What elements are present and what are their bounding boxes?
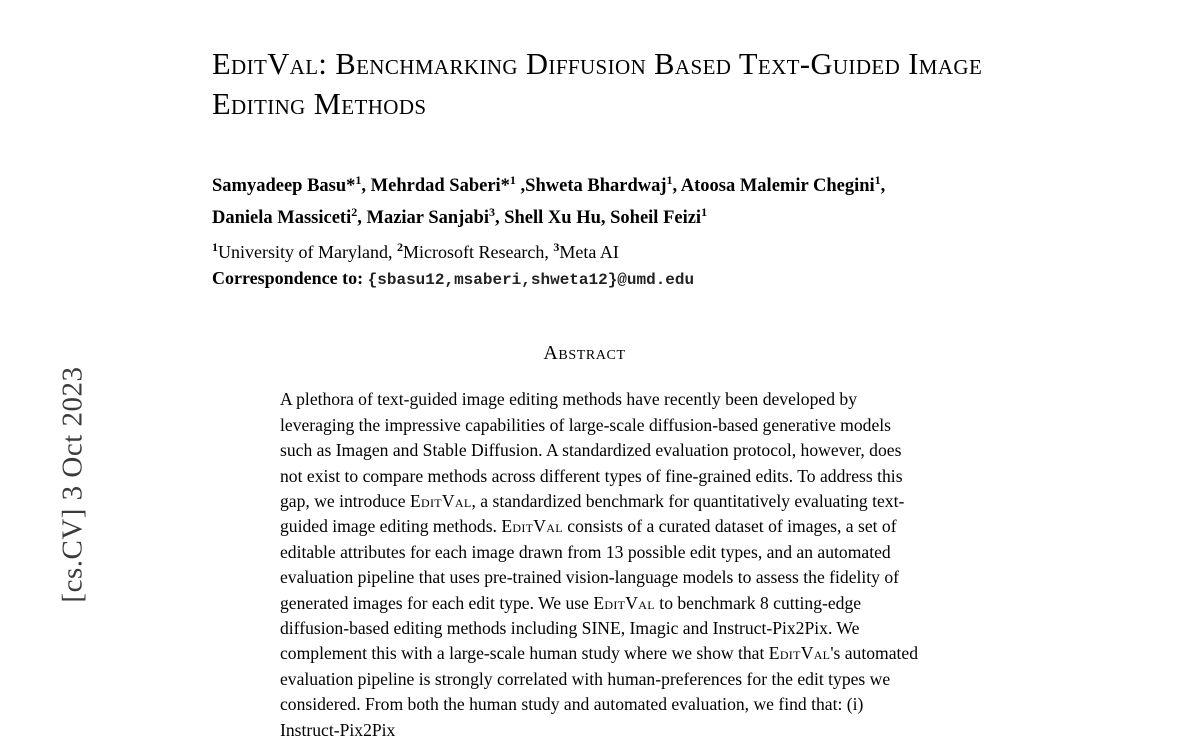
affiliations: $^1$University of Maryland, $^2$Microsoft Research, $^3$Meta AI: [212, 240, 619, 263]
paper-content: [212, 44, 1012, 743]
author-line-1: Samyadeep Basu*$^1$, Mehrdad Saberi*$^1$ ,Shweta Bhardwaj$^1$, Atoosa Malemir Chegini$^1$,: [212, 173, 886, 197]
abstract-heading: Abstract: [543, 342, 626, 365]
abstract-body: [280, 387, 926, 743]
author-line-2: Daniela Massiceti$^2$, Maziar Sanjabi$^3$, Shell Xu Hu, Soheil Feizi$^1$: [212, 204, 708, 228]
correspondence-email[interactable]: {sbasu12,msaberi,shweta12}@umd.edu: [367, 271, 695, 290]
abstract-paragraph: A plethora of text-guided image editing methods have recently been developed by leveraging the impressive capabilities of large-scale diffusion-based generative models such as Imagen and Stable Diffusion. A standardized evaluation protocol, however, does not exist to compare methods across different types of fine-grained edits. To address this gap, we introduce EditVal, a standardized benchmark for quantitatively evaluating text-guided image editing methods. EditVal consists of a curated dataset of images, a set of editable attributes for each image drawn from 13 possible edit types, and an automated evaluation pipeline that uses pre-trained vision-language models to assess the fidelity of generated images for each edit type. We use EditVal to benchmark 8 cutting-edge diffusion-based editing methods including SINE, Imagic and Instruct-Pix2Pix. We complement this with a large-scale human study where we show that EditVal's automated evaluation pipeline is strongly correlated with human-preferences for the edit types we considered. From both the human study and automated evaluation, we find that: (i) Instruct-Pix2Pix: [280, 389, 919, 740]
correspondence-label: Correspondence to:: [212, 268, 364, 289]
arxiv-stamp: [cs.CV] 3 Oct 2023: [56, 366, 89, 603]
page-title: EditVal: Benchmarking Diffusion Based Text-Guided Image Editing Methods: [212, 47, 983, 121]
author-block: [212, 168, 972, 292]
correspondence: [212, 266, 972, 292]
